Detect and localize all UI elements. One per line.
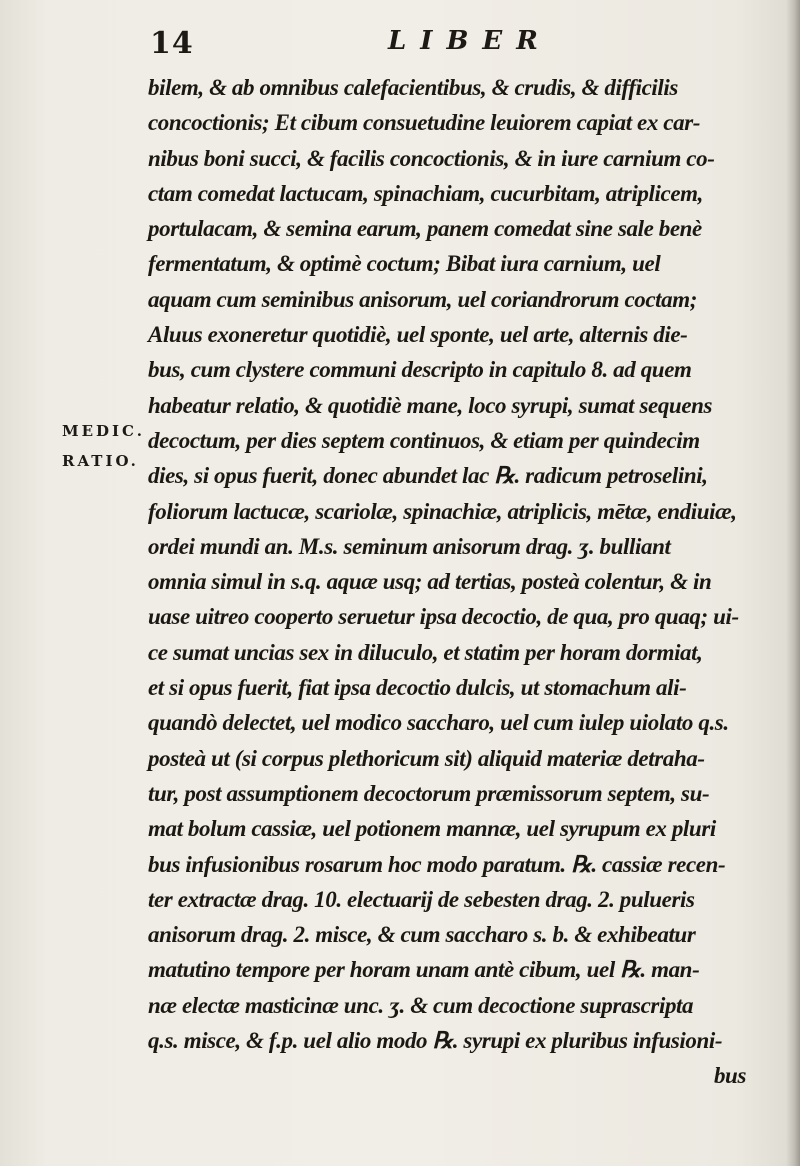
text-line: foliorum lactucæ, scariolæ, spinachiæ, atriplicis, mētæ, endiuiæ, [148,498,737,524]
text-line: omnia simul in s.q. aquæ usq; ad tertias, posteà colentur, & in [148,569,712,595]
text-line: habeatur relatio, & quotidiè mane, loco syrupi, sumat sequens [148,392,713,418]
text-line: bilem, & ab omnibus calefacientibus, & crudis, & difficilis [148,75,678,100]
margin-note-ratio: RATIO. [62,452,139,470]
text-line: ctam comedat lactucam, spinachiam, cucurbitam, atriplicem, [148,180,703,206]
page-edge-shadow [786,0,800,1166]
text-line: bus infusionibus rosarum hoc modo paratum. ℞. cassiæ recen- [148,851,726,877]
text-line: uase uitreo cooperto seruetur ipsa decoctio, de qua, pro quaq; ui- [148,604,739,630]
text-body [148,70,788,1094]
running-head: LIBER [388,26,552,56]
text-line: dies, si opus fuerit, donec abundet lac ℞. radicum petroselini, [148,463,708,489]
margin-note-medic: MEDIC. [62,422,145,440]
text-line: Aluus exoneretur quotidiè, uel sponte, uel arte, alternis die- [148,322,688,348]
page-header [0,22,800,62]
text-line: aquam cum seminibus anisorum, uel coriandrorum coctam; [148,286,698,312]
text-line: anisorum drag. 2. misce, & cum saccharo s. b. & exhibeatur [148,922,696,948]
text-line: næ electæ masticinæ unc. ʒ. & cum decoctione suprascripta [148,992,694,1018]
page-number: 14 [150,26,194,61]
text-line: ce sumat uncias sex in diluculo, et statim per horam dormiat, [148,639,703,665]
text-line: matutino tempore per horam unam antè cibum, uel ℞. man- [148,957,700,983]
catchword: bus [713,1063,746,1089]
text-line: bus, cum clystere communi descripto in capitulo 8. ad quem [148,357,692,383]
text-line: nibus boni succi, & facilis concoctionis, & in iure carnium co- [148,145,715,171]
text-line: ter extractæ drag. 10. electuarij de sebesten drag. 2. pulueris [148,886,695,912]
text-line: q.s. misce, & f.p. uel alio modo ℞. syrupi ex pluribus infusioni- [148,1028,723,1054]
text-line: quandò delectet, uel modico saccharo, uel cum iulep uiolato q.s. [148,710,729,736]
text-line: et si opus fuerit, fiat ipsa decoctio dulcis, ut stomachum ali- [148,675,687,701]
text-line: posteà ut (si corpus plethoricum sit) aliquid materiæ detraha- [148,745,705,771]
text-line: portulacam, & semina earum, panem comedat sine sale benè [148,216,702,242]
text-line: fermentatum, & optimè coctum; Bibat iura carnium, uel [148,251,661,277]
text-line: decoctum, per dies septem continuos, & etiam per quindecim [148,427,700,453]
text-line: mat bolum cassiæ, uel potionem mannæ, uel syrupum ex pluri [148,816,716,842]
text-line: ordei mundi an. M.s. seminum anisorum drag. ʒ. bulliant [148,533,671,559]
text-line: tur, post assumptionem decoctorum præmissorum septem, su- [148,780,710,806]
text-line: concoctionis; Et cibum consuetudine leuiorem capiat ex car- [148,110,701,136]
